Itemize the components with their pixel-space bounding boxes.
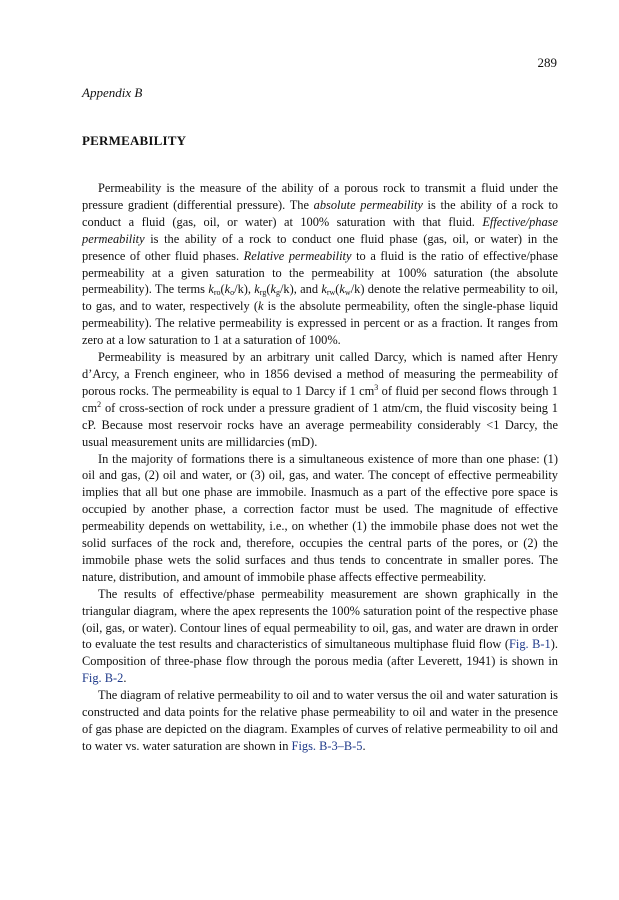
text-run: to a fluid is the ratio of effective/phase permeability at a given saturation to the permeability at 100% saturation (the absolute permeability). The terms (82, 248, 559, 297)
figure-link-b1[interactable]: Fig. B-1 (509, 637, 551, 652)
page-number: 289 (537, 55, 557, 70)
text-run: is the absolute permeability, often the single-phase liquid permeability). The relative permeability is expressed in percent or as a fraction. It ranges from zero at a low saturation to 1 at a saturation of 100%. (82, 299, 558, 348)
body-text (82, 180, 558, 755)
paragraph-definitions: Permeability is the measure of the ability of a porous rock to transmit a fluid under the pressure gradient (differential pressure). The absolute permeability is the ability of a rock to conduct a fluid (gas, oil, or water) at 100% saturation with that fluid. Effective/phase permeability is the ability of a rock to conduct one fluid phase (gas, oil, or water) in the presence of other fluid phases. Relative permeability to a fluid is the ratio of effective/phase permeability at a given saturation to the permeability at 100% saturation (the absolute permeability). The terms $k_{ro}(k_o/k)$, $k_{rg}(k_g/k)$, and $k_{rw}(k_w/k)$ denote the relative permeability to oil, to gas, and to water, respectively (k is the absolute permeability, often the single-phase liquid permeability). The relative permeability is expressed in percent or as a fraction. It ranges from zero at a low saturation to 1 at a saturation of 100%. (82, 181, 559, 348)
text-run: The diagram of relative permeability to oil and to water versus the oil and water saturation is constructed and data points for the relative phase permeability to oil and water in the presence of gas phase are depicted on the diagram. Examples of curves of relative permeability to oil and to water vs. water saturation are shown in (82, 688, 558, 753)
term-relative-permeability: Relative permeability (243, 248, 352, 263)
text-run: is the ability of a rock to conduct a fluid (gas, oil, or water) at 100% saturation with that fluid. (82, 197, 558, 229)
text-run: of cross-section of rock under a pressure gradient of 1 atm/cm, the fluid viscosity being 1 cP. Because most reservoir rocks have an average permeability considerably <1 Darcy, the usual measurement units are millidarcies (mD). (82, 400, 558, 449)
text-run: . (362, 738, 366, 753)
text-run: The results of effective/phase permeability measurement are shown graphically in the triangular diagram, where the apex represents the 100% saturation point of the respective phase (oil, gas, or water). Contour lines of equal permeability to oil, gas, and water are drawn in order to evaluate the test results and characteristics of simultaneous multiphase fluid flow ( (82, 586, 558, 652)
appendix-label: Appendix B (82, 85, 143, 100)
paragraph-relative-permeability-curves (82, 687, 558, 755)
symbol-k: k (257, 299, 264, 314)
figure-link-b2[interactable]: Fig. B-2 (82, 671, 124, 686)
text-run: of fluid per second flows through 1 cm (82, 383, 558, 415)
text-run: Permeability is the measure of the ability of a porous rock to transmit a fluid under the pressure gradient (differential pressure). The (82, 181, 558, 212)
symbol-kro: $k_{ro}(k_o/k)$ (208, 282, 248, 298)
text-run: Permeability is measured by an arbitrary unit called Darcy, which is named after Henry d’Arcy, a French engineer, who in 1856 devised a method of measuring the permeability of porous rocks. The permeability is equal to 1 Darcy if 1 cm (82, 350, 558, 398)
paragraph-darcy: Permeability is measured by an arbitrary unit called Darcy, which is named after Henry d’Arcy, a French engineer, who in 1856 devised a method of measuring the permeability of porous rocks. The permeability is equal to 1 Darcy if 1 $cm^3$ of fluid per second flows through 1 $cm^2$ of cross-section of rock under a pressure gradient of 1 atm/cm, the fluid viscosity being 1 cP. Because most reservoir rocks have an average permeability considerably <1 Darcy, the usual measurement units are millidarcies (mD). (82, 350, 558, 449)
term-effective-permeability: Effective/phase permeability (82, 214, 558, 246)
text-run: denote the relative permeability to oil, to gas, and to water, respectively ( (82, 282, 559, 314)
term-absolute-permeability: absolute permeability (313, 197, 423, 212)
symbol-krg: $k_{rg}(k_g/k)$ (254, 282, 294, 298)
paragraph-triangular-diagram (82, 586, 558, 687)
paragraph-multiphase: In the majority of formations there is a simultaneous existence of more than one phase: (1) oil and gas, (2) oil and water, or (3) oil, gas, and water. The concept of effective permeability implies that all but one phase are immobile. Inasmuch as a part of the effective pore space is occupied by another phase, a correction factor must be used. The magnitude of effective permeability depends on wettability, i.e., on whether (1) the immobile phase does not wet the solid surfaces of the rock and, therefore, occupies the central parts of the pores, or (2) the immobile phase wets the solid surfaces and thus tends to concentrate in smaller pores. The nature, distribution, and amount of immobile phase affects effective permeability. (82, 451, 558, 584)
chapter-title: PERMEABILITY (82, 133, 187, 148)
symbol-krw: $k_{rw}(k_w/k)$ (321, 282, 365, 298)
text-run: is the ability of a rock to conduct one fluid phase (gas, oil, or water) in the presence of other fluid phases. (82, 231, 558, 263)
figure-link-b3-b5[interactable]: Figs. B-3–B-5 (291, 738, 363, 753)
text-run: . (123, 671, 127, 686)
text-run: , and (293, 282, 322, 297)
text-run: ). Composition of three-phase flow through the porous media (after Leverett, 1941) is shown in (82, 637, 558, 669)
